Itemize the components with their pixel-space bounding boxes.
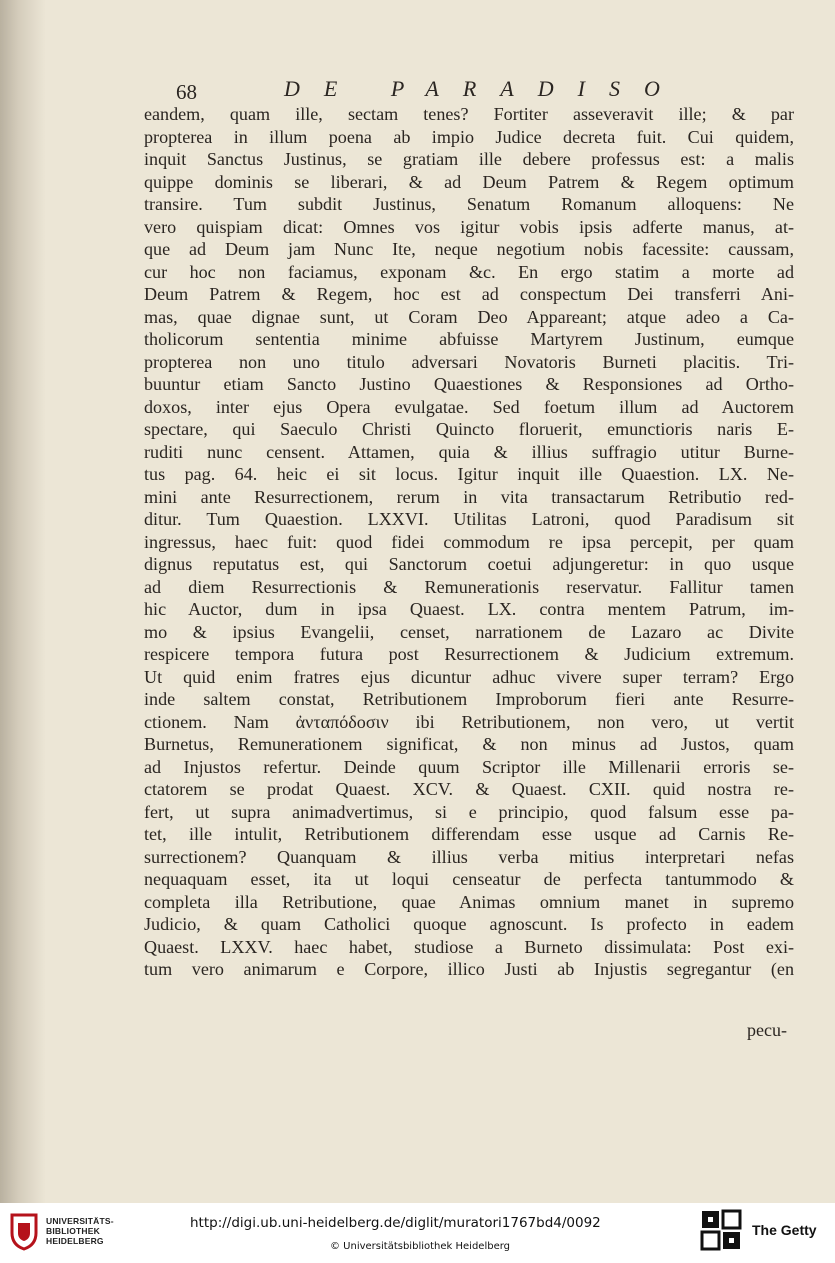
gutter-shadow — [0, 0, 46, 1203]
permalink-url[interactable]: http://digi.ub.uni-heidelberg.de/diglit/muratori1767bd4/0092 — [190, 1215, 601, 1231]
text-line: Deum Patrem & Regem, hoc est ad conspectum Dei transferri Ani- — [144, 284, 794, 304]
text-line: hic Auctor, dum in ipsa Quaest. LX. contra mentem Patrum, im- — [144, 599, 794, 619]
text-line: spectare, qui Saeculo Christi Quincto floruerit, emunctioris naris E- — [144, 419, 794, 439]
text-line: ingressus, haec fuit: quod fidei commodum re ipsa percepit, per quam — [144, 531, 794, 552]
text-line: eandem, quam ille, sectam tenes? Fortiter asseveravit ille; & par — [144, 104, 794, 124]
text-line: Judicio, & quam Catholici quoque agnoscunt. Is profecto in eadem — [144, 914, 794, 934]
library-name-line: UNIVERSITÄTS- — [46, 1216, 114, 1226]
text-line: propterea non uno titulo adversari Novatoris Burneti placitis. Tri- — [144, 351, 794, 372]
text-line: cur hoc non faciamus, exponam &c. En ergo statim a morte ad — [144, 261, 794, 282]
text-line: Burnetus, Remunerationem significat, & non minus ad Justos, quam — [144, 734, 794, 754]
text-line: Quaest. LXXV. haec habet, studiose a Burneto dissimulata: Post exi- — [144, 936, 794, 957]
text-line: nequaquam esset, ita ut loqui censeatur de perfecta tantummodo & — [144, 869, 794, 889]
library-name-line: BIBLIOTHEK — [46, 1226, 100, 1236]
text-line: tus pag. 64. heic ei sit locus. Igitur inquit ille Quaestion. LX. Ne- — [144, 464, 794, 484]
text-line: transire. Tum subdit Justinus, Senatum Romanum alloquens: Ne — [144, 194, 794, 214]
text-line: vero quispiam dicat: Omnes vos igitur vobis ipsis adferte manus, at- — [144, 216, 794, 237]
getty-logo-icon[interactable] — [700, 1209, 742, 1251]
text-line: mini ante Resurrectionem, rerum in vita transactarum Retributio red- — [144, 486, 794, 507]
text-line: inde saltem constat, Retributionem Improborum fieri ante Resurre- — [144, 689, 794, 709]
copyright-notice: © Universitätsbibliothek Heidelberg — [330, 1241, 511, 1252]
sponsor-name[interactable]: The Getty — [752, 1222, 817, 1238]
text-line: inquit Sanctus Justinus, se gratiam ille debere professus est: a malis — [144, 149, 794, 169]
text-line: ad Injustos refertur. Deinde quum Scriptor ille Millenarii erroris se- — [144, 756, 794, 777]
running-title: DE PARADISO — [284, 76, 684, 101]
text-line: ctionem. Nam ἀνταπόδοσιν ibi Retributionem, non vero, ut vertit — [144, 711, 794, 732]
library-name-line: HEIDELBERG — [46, 1236, 104, 1246]
ub-heidelberg-logo-icon[interactable] — [8, 1211, 40, 1251]
text-line: respicere tempora futura post Resurrectionem & Judicium extremum. — [144, 644, 794, 664]
text-line: tet, ille intulit, Retributionem differendam esse usque ad Carnis Re- — [144, 824, 794, 844]
library-name — [46, 1216, 114, 1246]
text-line: buuntur etiam Sancto Justino Quaestiones & Responsiones ad Ortho- — [144, 374, 794, 394]
text-line: completa illa Retributione, quae Animas omnium manet in supremo — [144, 891, 794, 912]
catchword: pecu- — [747, 1020, 787, 1040]
text-line: mo & ipsius Evangelii, censet, narrationem de Lazaro ac Divite — [144, 621, 794, 642]
text-line: tholicorum sententia minime abfuisse Martyrem Justinum, eumque — [144, 329, 794, 349]
viewer-footer — [0, 1203, 835, 1263]
text-line: ditur. Tum Quaestion. LXXVI. Utilitas Latroni, quod Paradisum sit — [144, 509, 794, 529]
text-line: doxos, inter ejus Opera evulgatae. Sed foetum illum ad Auctorem — [144, 396, 794, 417]
page-number: 68 — [176, 80, 197, 104]
body-text — [144, 103, 794, 981]
text-line: que ad Deum jam Nunc Ite, neque negotium nobis facessite: caussam, — [144, 239, 794, 259]
text-line: mas, quae dignae sunt, ut Coram Deo Appareant; atque adeo a Ca- — [144, 306, 794, 327]
text-line: quippe dominis se liberari, & ad Deum Patrem & Regem optimum — [144, 171, 794, 192]
text-line: tum vero animarum e Corpore, illico Justi ab Injustis segregantur (en — [144, 959, 794, 979]
text-line: propterea in illum poena ab impio Judice decreta fuit. Cui quidem, — [144, 126, 794, 147]
text-line: dignus reputatus est, qui Sanctorum coetui adjungeretur: in quo usque — [144, 554, 794, 574]
text-line: ad diem Resurrectionis & Remunerationis reservatur. Fallitur tamen — [144, 576, 794, 597]
text-line: fert, ut supra animadvertimus, si e principio, quod falsum esse pa- — [144, 801, 794, 822]
text-line: Ut quid enim fratres ejus dicuntur adhuc vivere super terram? Ergo — [144, 666, 794, 687]
text-line: surrectionem? Quanquam & illius verba mitius interpretari nefas — [144, 846, 794, 867]
text-line: ctatorem se prodat Quaest. XCV. & Quaest. CXII. quid nostra re- — [144, 779, 794, 799]
text-line: ruditi nunc censent. Attamen, quia & illius suffragio utitur Burne- — [144, 441, 794, 462]
